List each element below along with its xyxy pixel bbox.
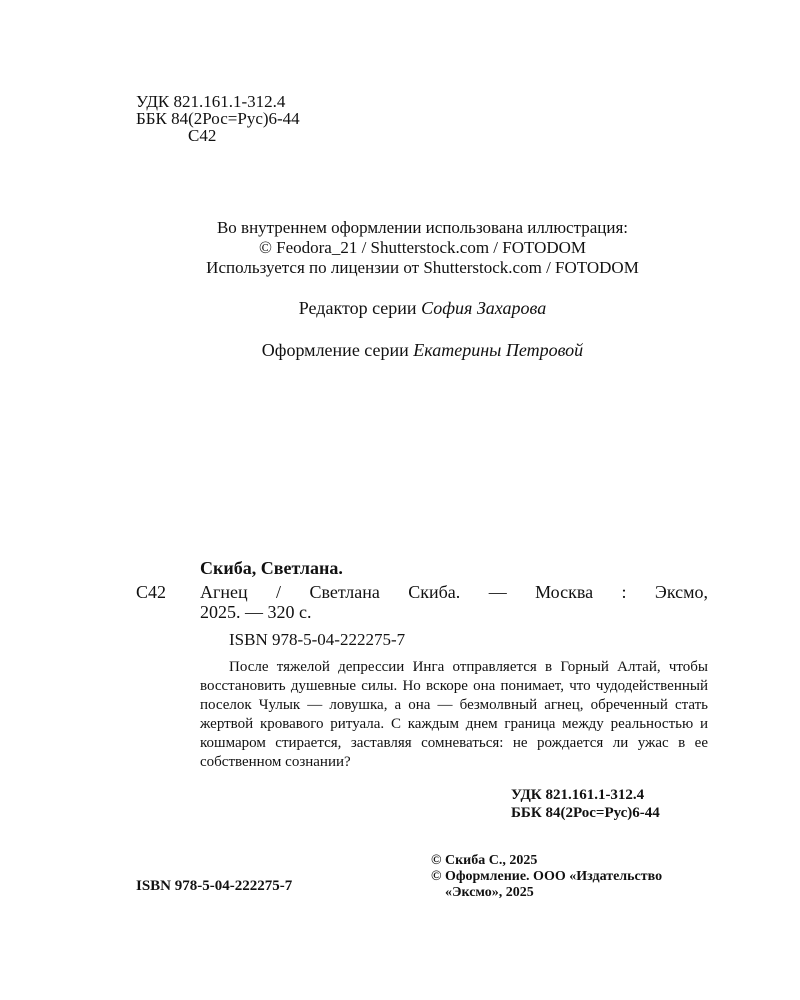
illustration-line-1: Во внутреннем оформлении использована иллюстрация: — [216, 218, 629, 237]
series-design-label: Оформление серии — [261, 340, 409, 360]
bbk-code: ББК 84(2Рос=Рус)6-44 — [136, 109, 300, 128]
catalog-author: Скиба, Светлана. — [200, 558, 343, 578]
series-editor — [0, 298, 800, 319]
bottom-isbn: ISBN 978-5-04-222275-7 — [136, 878, 293, 894]
copyright-block — [431, 853, 662, 901]
copyright-design-line-2: «Эксмо», 2025 — [445, 885, 534, 900]
catalog-udk: УДК 821.161.1-312.4 — [511, 787, 645, 803]
series-editor-name: София Захарова — [421, 298, 547, 318]
catalog-title-line-2: 2025. — 320 с. — [200, 602, 312, 622]
series-editor-label: Редактор серии — [298, 298, 417, 318]
catalog-classification-codes — [511, 786, 660, 822]
catalog-bbk: ББК 84(2Рос=Рус)6-44 — [511, 805, 660, 821]
top-classification-codes — [136, 93, 300, 144]
series-design-name: Екатерины Петровой — [413, 340, 584, 360]
catalog-sign: С42 — [136, 582, 167, 602]
annotation-paragraph: После тяжелой депрессии Инга отправляется в Горный Алтай, чтобы восстановить душевные силы. Но вскоре она понимает, что чудодейственный поселок Чулык — ловушка, а она — безмолвный агнец, обреченный стать жертвой кровавого ритуала. С каждым днем граница между реальностью и кошмаром стирается, заставляя сомневаться: не рождается ли ужас в ее собственном сознании? — [200, 659, 708, 770]
illustration-line-3: Используется по лицензии от Shutterstock.com / FOTODOM — [206, 258, 639, 277]
copyright-design-line-1: © Оформление. ООО «Издательство — [431, 869, 663, 884]
series-design — [0, 340, 800, 361]
catalog-isbn: ISBN 978-5-04-222275-7 — [229, 630, 406, 649]
illustration-credits — [0, 218, 800, 278]
udk-code: УДК 821.161.1-312.4 — [136, 92, 286, 111]
illustration-line-2: © Feodora_21 / Shutterstock.com / FOTODOM — [258, 238, 587, 257]
catalog-title-line-1: Агнец / Светлана Скиба. — Москва : Эксмо, — [200, 582, 708, 602]
author-sign: С42 — [188, 126, 217, 145]
copyright-author: © Скиба С., 2025 — [431, 853, 538, 868]
